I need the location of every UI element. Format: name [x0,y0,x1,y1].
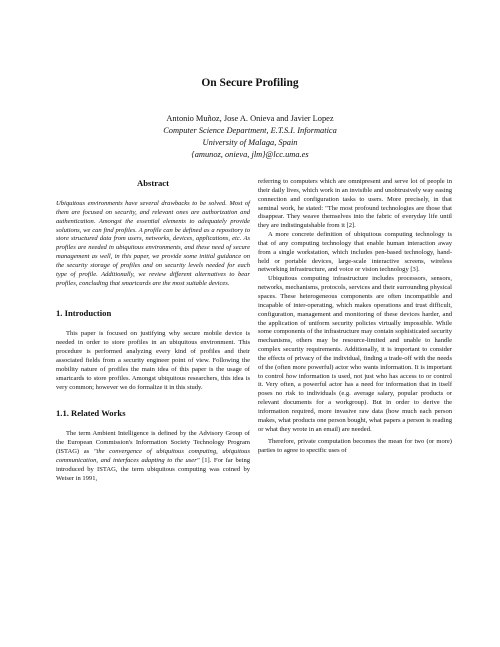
section-introduction-heading: 1. Introduction [56,308,112,319]
right-paragraph-3-text-a: Ubiquitous computing infrastructure includes processors, sensors, networks, mechanisms, protocols, services and their surrounding physical spaces. These heterogeneous components are often incompatible and incapable of inter-operating, which makes operations and trust difficult, configuration, management and monitoring of these devices harder, and the application of uniform security policies virtually impossible. While some components of the infrastructure may contain sophisticated security mechanisms, others may be resource-limited and unable to handle complex security requirements. Additionally, it is important to consider the effects of privacy of the individual, finding a trade-off with the needs of the (often more powerful) actor who wants information. It is important to control [258,275,452,380]
right-paragraph-1: referring to computers which are omnipresent and serve lot of people in their daily lives, which work in an invisible and unobtrusively way easing connection and configuration tasks to users. More precisely, in that seminal work, he stated: "The most profound technologies are those that disappear. They weave themselves into the fabric of everyday life until they are indistinguishable from it [2]. [258,178,452,230]
paper-title: On Secure Profiling [201,77,299,89]
related-works-text-a: The term Ambient Intelligence is defined by the Advisory Group of the European Commission's Information Society Technology Program (ISTAG) as [56,430,250,456]
abstract [56,200,250,288]
introduction-paragraph: This paper is focused on justifying why secure mobile device is needed in order to store profiles in an ubiquitous environment. This procedure is performed analyzing every kind of profiles and their associated fields from a security engineer point of view. Following the mobility nature of profiles the main idea of this paper is the usage of smartcards to store profiles. Amongst ubiquitous researchers, this idea is very common; however we do formalize it in this study. [56,330,250,391]
section-related-works-heading: 1.1. Related Works [56,408,126,419]
related-works-text-b: [1]. For far being introduced by ISTAG, the term ubiquitous computing was coined by Weiser in 1991, [56,456,250,482]
paper-header [0,113,500,161]
emphasis-how: how [285,372,297,380]
authors: Antonio Muñoz, Jose A. Onieva and Javier Lopez [166,114,334,123]
related-works-paragraph [56,430,250,483]
affiliation-department: Computer Science Department, E.T.S.I. Informatica [163,126,337,135]
left-column [56,178,250,483]
ami-quote: "the convergence of ubiquitous computing, ubiquitous communication, and interfaces adapting to the user" [56,448,250,464]
right-column [258,178,452,456]
abstract-text: Ubiquitous environments have several drawbacks to be solved. Most of them are focused on security, and relevant ones are authorization and authentication. Amongst the essential elements to adequately provide solutions, we can find profiles. A profile can be defined as a repository to store structured data from users, networks, devices, applications, etc. As profiles are needed in ubiquitous environments, and these need of secure management as well, in this paper, we provide some initial guidance on the security storage of profiles and on security levels needed for each type of profile. Additionally, we review different alternatives to bear profiles, concluding that smartcards are the most suitable devices. [56,200,250,287]
author-emails: {amunoz, onieva, jlm}@lcc.uma.es [191,150,309,159]
right-paragraph-2: A more concrete definition of ubiquitous computing technology is that of any computing technology that enable human interaction away from a single workstation, which includes pen-based technology, hand-held or portable devices, large-scale interactive screens, wireless networking infrastructure, and voice or vision technology [3]. [258,231,452,274]
right-paragraph-4: Therefore, private computation becomes the mean for two (or more) parties to agree to specific uses of [258,438,452,455]
affiliation-university: University of Malaga, Spain [202,138,298,147]
abstract-heading: Abstract [137,178,169,188]
right-paragraph-3-text-b: information is used, not just who has access to or control it. Very often, a powerful actor has a need for information that in itself poses no risk to individuals (e.g. average salary, popular products or relevant documents for a workgroup). But in order to derive the information required, more invasive raw data (how much each person makes, what products one person bought, what papers a person is reading or what they wrote in an email) are needed. [258,372,452,433]
right-paragraph-3 [258,275,452,434]
